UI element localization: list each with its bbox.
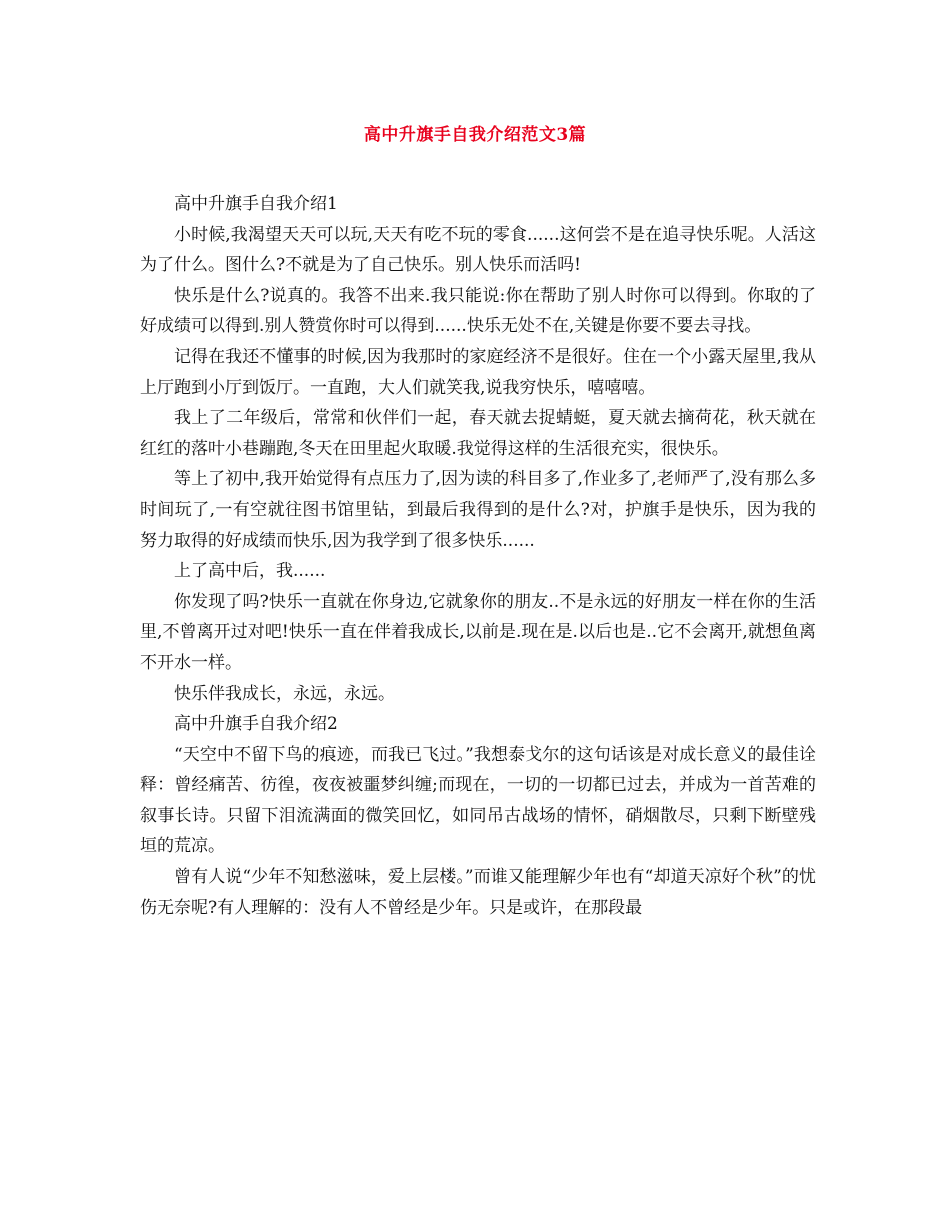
paragraph-section-heading-1: 高中升旗手自我介绍1 — [174, 194, 338, 214]
paragraph: 快乐是什么?说真的。我答不出来.我只能说:你在帮助了别人时你可以得到。你取的了好成绩可以得到.别人赞赏你时可以得到......快乐无处不在,关键是你要不要去寻找。 — [140, 285, 816, 337]
paragraph: 曾有人说“少年不知愁滋味，爱上层楼。”而谁又能理解少年也有“却道天凉好个秋”的忧伤无奈呢?有人理解的：没有人不曾经是少年。只是或许，在那段最 — [140, 867, 816, 918]
paragraph: 记得在我还不懂事的时候,因为我那时的家庭经济不是很好。住在一个小露天屋里,我从上厅跑到小厅到饭厅。一直跑，大人们就笑我,说我穷快乐，嘻嘻嘻。 — [140, 346, 816, 398]
document-body — [140, 189, 816, 923]
paragraph: “天空中不留下鸟的痕迹，而我已飞过。”我想泰戈尔的这句话该是对成长意义的最佳诠释：曾经痛苦、彷徨，夜夜被噩梦纠缠;而现在，一切的一切都已过去，并成为一首苦难的叙事长诗。只留下泪流满面的微笑回忆，如同吊古战场的情怀，硝烟散尽，只剩下断壁残垣的荒凉。 — [140, 744, 816, 857]
paragraph: 上了高中后，我...... — [174, 561, 326, 582]
paragraph: 我上了二年级后，常常和伙伴们一起，春天就去捉蜻蜓，夏天就去摘荷花，秋天就在红红的落叶小巷蹦跑,冬天在田里起火取暖.我觉得这样的生活很充实，很快乐。 — [140, 408, 816, 459]
paragraph: 等上了初中,我开始觉得有点压力了,因为读的科目多了,作业多了,老师严了,没有那么多时间玩了,一有空就往图书馆里钻，到最后我得到的是什么?对，护旗手是快乐，因为我的努力取得的好成绩而快乐,因为我学到了很多快乐...... — [140, 469, 816, 551]
document-title: 高中升旗手自我介绍范文3篇 — [363, 125, 587, 145]
paragraph-section-heading-2: 高中升旗手自我介绍2 — [174, 714, 338, 735]
paragraph: 你发现了吗?快乐一直就在你身边,它就象你的朋友..不是永远的好朋友一样在你的生活里,不曾离开过对吧!快乐一直在伴着我成长,以前是.现在是.以后也是..它不会离开,就想鱼离不开水一样。 — [140, 591, 816, 673]
paragraph: 快乐伴我成长，永远，永远。 — [174, 683, 395, 704]
paragraph: 小时候,我渴望天天可以玩,天天有吃不玩的零食......这何尝不是在追寻快乐呢。人活这为了什么。图什么?不就是为了自己快乐。别人快乐而活吗! — [140, 224, 816, 276]
